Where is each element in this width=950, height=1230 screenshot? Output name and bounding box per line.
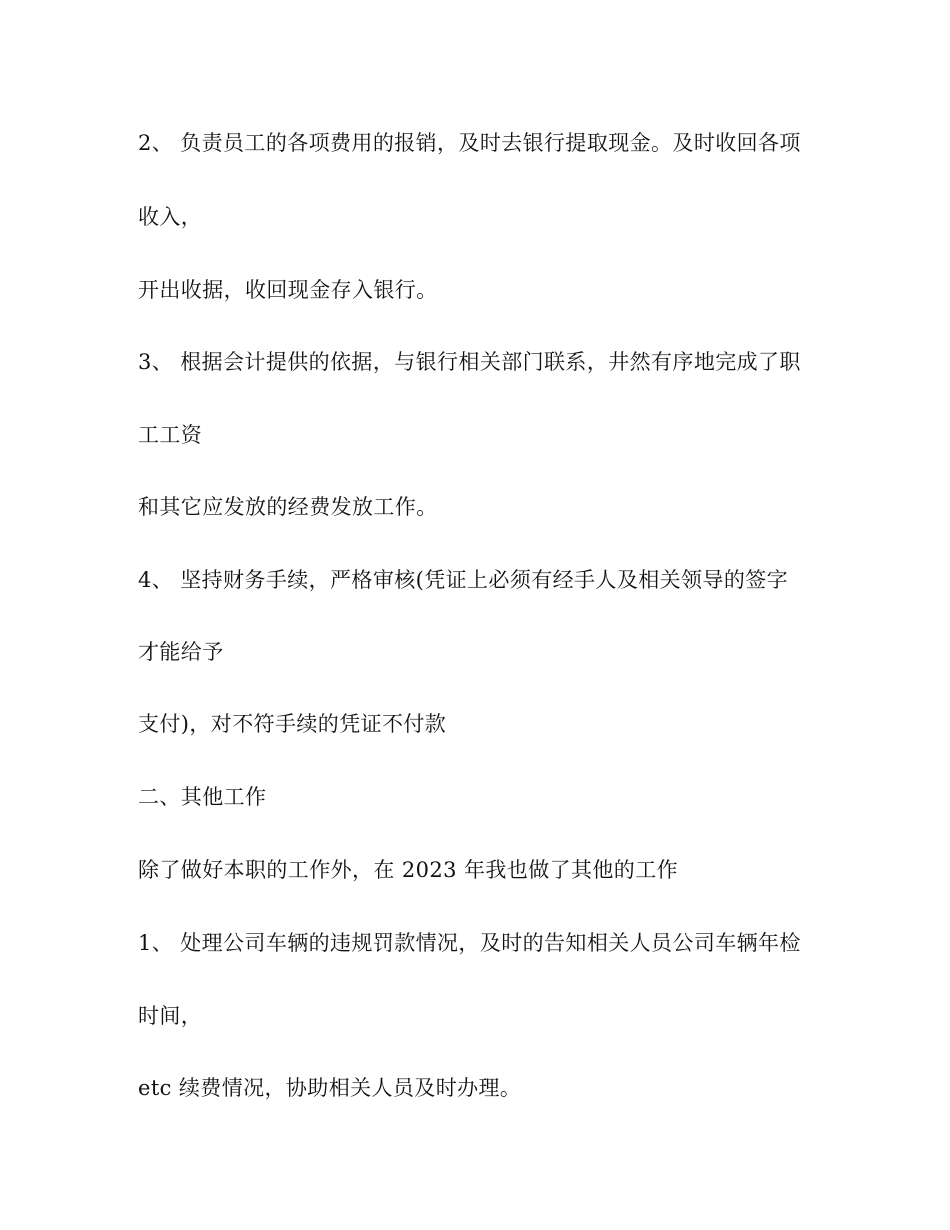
paragraph-line-reimbursement: 2、 负责员工的各项费用的报销，及时去银行提取现金。及时收回各项 — [138, 131, 801, 155]
paragraph-line-receipts: 开出收据，收回现金存入银行。 — [138, 278, 438, 302]
paragraph-line-audit: 4、 坚持财务手续，严格审核(凭证上必须有经手人及相关领导的签字 — [138, 568, 789, 592]
paragraph-line-vehicle-fines: 1、 处理公司车辆的违规罚款情况，及时的告知相关人员公司车辆年检 — [138, 931, 801, 955]
paragraph-line-etc-renewal: etc 续费情况，协助相关人员及时办理。 — [138, 1076, 522, 1100]
paragraph-line-income: 收入， — [138, 205, 203, 229]
paragraph-line-funds: 和其它应发放的经费发放工作。 — [138, 495, 438, 519]
paragraph-line-wages: 工工资 — [138, 423, 203, 447]
paragraph-line-other-intro: 除了做好本职的工作外，在 2023 年我也做了其他的工作 — [138, 858, 678, 882]
paragraph-line-payment: 支付)，对不符手续的凭证不付款 — [138, 712, 447, 736]
paragraph-line-time: 时间， — [138, 1004, 203, 1028]
paragraph-line-grant: 才能给予 — [138, 640, 224, 664]
paragraph-line-bank-contact: 3、 根据会计提供的依据，与银行相关部门联系，井然有序地完成了职 — [138, 350, 801, 374]
section-heading-other-work: 二、其他工作 — [138, 785, 267, 809]
